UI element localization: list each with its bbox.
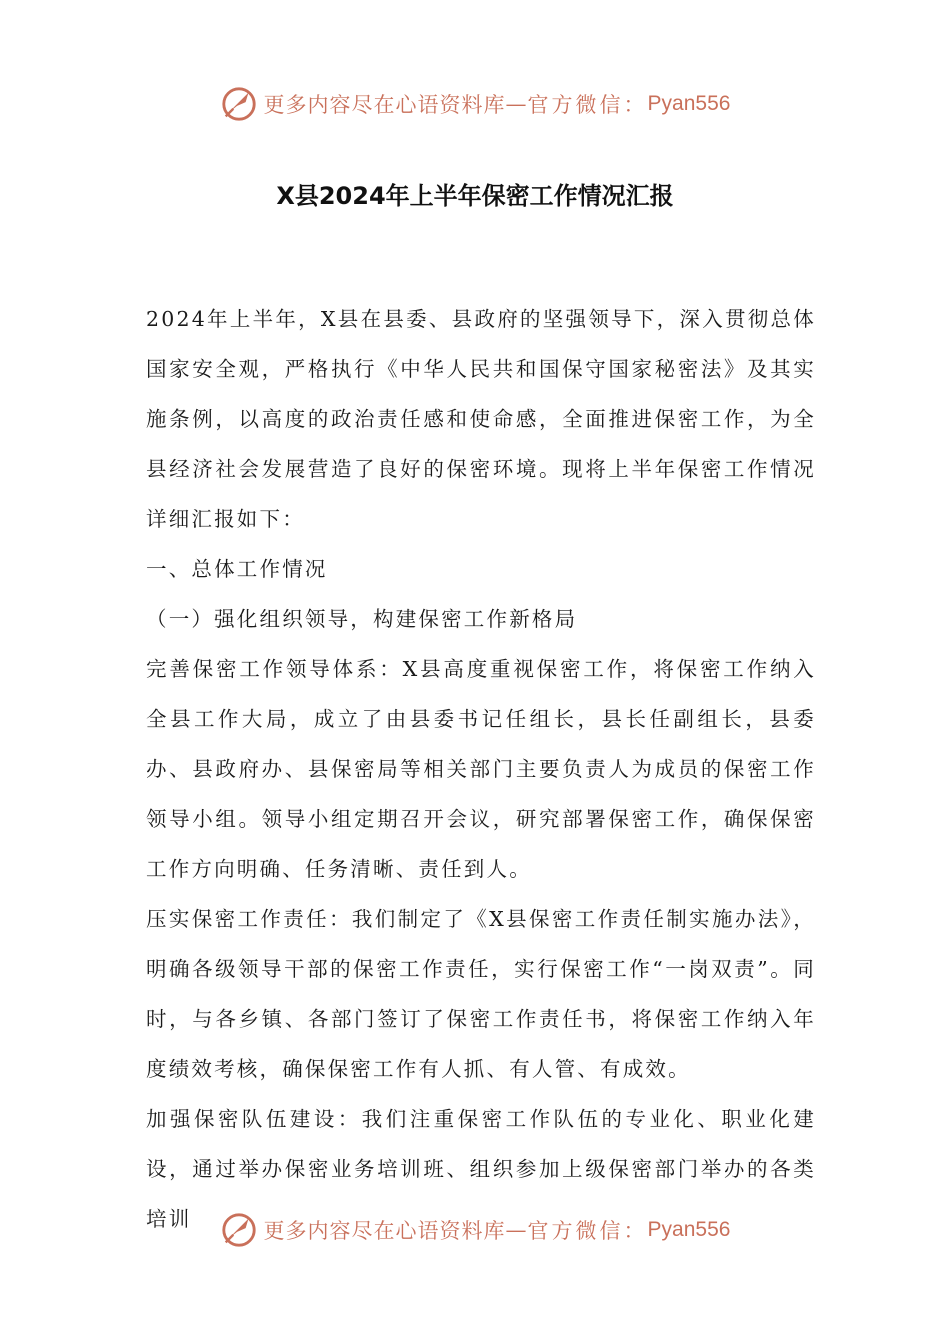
watermark-brand: 更多内容尽在心语资料库: [263, 93, 506, 117]
quill-logo-icon: [220, 1211, 258, 1249]
section-heading: 一、总体工作情况: [146, 557, 328, 581]
document-title: X县2024年上半年保密工作情况汇报: [276, 182, 674, 210]
intro-paragraph: 2024年上半年，X县在县委、县政府的坚强领导下，深入贯彻总体国家安全观，严格执行《中华人民共和国保守国家秘密法》及其实施条例，以高度的政治责任感和使命感，全面推进保密工作，为全县经济社会发展营造了良好的保密环境。现将上半年保密工作情况详细汇报如下：: [146, 307, 816, 531]
body-paragraph: 压实保密工作责任：我们制定了《X县保密工作责任制实施办法》，明确各级领导干部的保密工作责任，实行保密工作“一岗双责”。同时，与各乡镇、各部门签订了保密工作责任书，将保密工作纳入年度绩效考核，确保保密工作有人抓、有人管、有成效。: [146, 907, 816, 1081]
subsection-heading: （一）强化组织领导，构建保密工作新格局: [146, 607, 578, 631]
body-paragraph: 完善保密工作领导体系：X县高度重视保密工作，将保密工作纳入全县工作大局，成立了由县委书记任组长，县长任副组长，县委办、县政府办、县保密局等相关部门主要负责人为成员的保密工作领导小组。领导小组定期召开会议，研究部署保密工作，确保保密工作方向明确、任务清晰、责任到人。: [146, 657, 816, 881]
watermark-label: 官方微信：: [527, 93, 648, 117]
watermark-separator: —: [505, 1218, 528, 1242]
footer-watermark: [0, 1208, 950, 1252]
body-paragraph: 加强保密队伍建设：我们注重保密工作队伍的专业化、职业化建设，通过举办保密业务培训班、组织参加上级保密部门举办的各类培训: [146, 1107, 816, 1231]
document-body: [146, 294, 816, 1244]
quill-logo-icon: [220, 85, 258, 123]
watermark-account: Pyan556: [647, 1218, 731, 1241]
watermark-label: 官方微信：: [527, 1219, 648, 1243]
header-watermark: [0, 82, 950, 126]
watermark-separator: —: [505, 92, 528, 116]
watermark-account: Pyan556: [647, 92, 731, 115]
watermark-brand: 更多内容尽在心语资料库: [263, 1219, 506, 1243]
